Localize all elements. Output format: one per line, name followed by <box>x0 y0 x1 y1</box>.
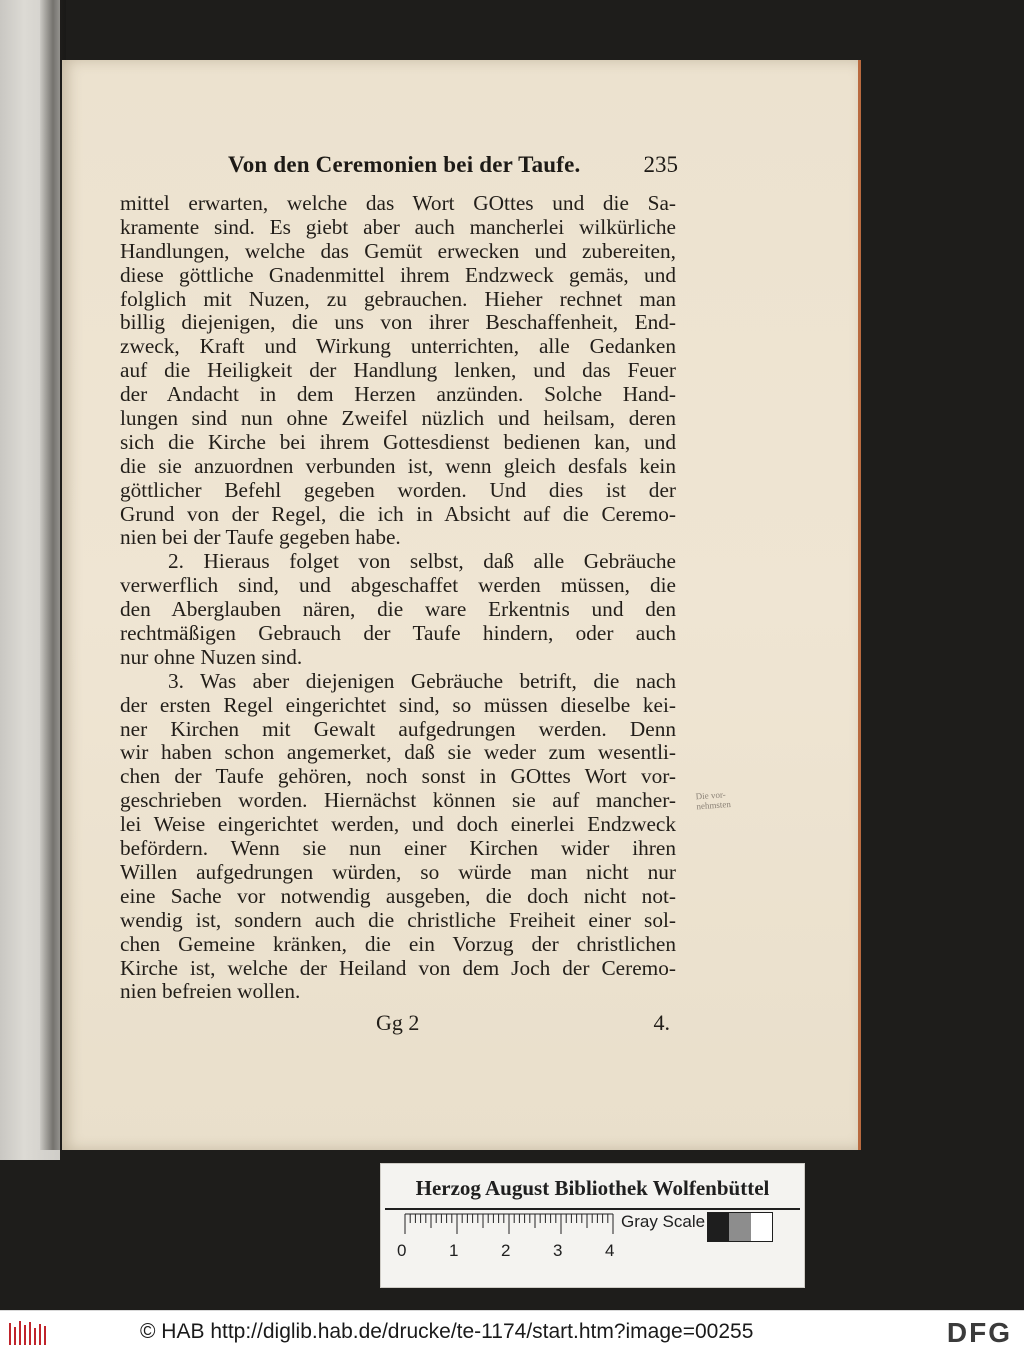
text-line: rechtmäßigen Gebrauch der Taufe hindern, oder auch <box>120 621 676 646</box>
text-line: lei Weise eingerichtet werden, und doch einerlei Endzweck <box>120 812 676 837</box>
text-line: die sie anzuordnen verbunden ist, wenn gleich desfals kein <box>120 453 676 478</box>
gray-swatch <box>751 1213 772 1241</box>
gray-swatch <box>729 1213 750 1241</box>
margin-note: Die vor- nehmsten <box>695 789 732 812</box>
text-line: ner Kirchen mit Gewalt aufgedrungen werden. Denn <box>120 716 676 741</box>
text-line: kramente sind. Es giebt aber auch mancherlei wilkürliche <box>120 214 676 239</box>
dfg-logo: DFG <box>946 1317 1012 1348</box>
text-line: wendig ist, sondern auch die christliche Freiheit einer sol- <box>120 907 676 932</box>
scale-label: 1 <box>449 1241 459 1260</box>
gray-swatch <box>708 1213 729 1241</box>
text-line: geschrieben worden. Hiernächst können sie auf mancher- <box>120 788 676 813</box>
scale-ruler <box>403 1212 623 1234</box>
text-line: Grund von der Regel, die ich in Absicht auf die Ceremo- <box>120 501 676 526</box>
card-divider <box>385 1208 800 1210</box>
text-line: nur ohne Nuzen sind. <box>120 644 303 669</box>
citation-link[interactable]: © HAB http://diglib.hab.de/drucke/te-1174/start.htm?image=00255 <box>140 1320 754 1343</box>
scale-label: 4 <box>605 1241 615 1260</box>
text-line: eine Sache vor notwendig ausgeben, die doch nicht not- <box>120 883 676 908</box>
text-line: chen der Taufe gehören, noch sonst in GOttes Wort vor- <box>120 764 676 789</box>
signature-mark: Gg 2 <box>376 1010 420 1035</box>
text-line: der ersten Regel eingerichtet sind, so müssen dieselbe kei- <box>120 692 676 717</box>
text-line: chen Gemeine kränken, die ein Vorzug der christlichen <box>120 931 676 956</box>
text-line: verwerflich sind, und abgeschaffet werden müssen, die <box>120 573 676 598</box>
running-head: Von den Ceremonien bei der Taufe. <box>228 152 581 177</box>
text-line: zweck, Kraft und Wirkung unterrichten, alle Gedanken <box>120 334 676 359</box>
text-line: Willen aufgedrungen würden, so würde man nicht nur <box>120 859 676 884</box>
text-line: den Aberglauben nären, die ware Erkentnis und den <box>120 597 676 622</box>
text-line: Kirche ist, welche der Heiland von dem Joch der Ceremo- <box>120 955 676 980</box>
text-line: 3. Was aber diejenigen Gebräuche betrift, die nach <box>168 668 676 693</box>
scale-label: 0 <box>397 1241 407 1260</box>
text-line: auf die Heiligkeit der Handlung lenken, und das Feuer <box>120 358 676 383</box>
text-line: billig diejenigen, die uns von ihrer Beschaffenheit, End- <box>120 310 676 335</box>
text-line: nien befreien wollen. <box>120 979 301 1004</box>
text-line: der Andacht in dem Herzen anzünden. Solche Hand- <box>120 382 676 407</box>
text-line: wir haben schon angemerket, daß sie weder zum wesentli- <box>120 740 676 765</box>
gray-scale-swatches <box>707 1212 773 1242</box>
text-line: mittel erwarten, welche das Wort GOttes und die Sa- <box>120 191 676 215</box>
scale-labels <box>397 1241 637 1261</box>
page-number: 235 <box>643 152 678 177</box>
catchword: 4. <box>653 1010 670 1035</box>
text-line: diese göttliche Gnadenmittel ihrem Endzweck gemäs, und <box>120 262 676 287</box>
text-line: nien bei der Taufe gegeben habe. <box>120 525 401 550</box>
color-card <box>380 1163 805 1288</box>
body-text <box>120 192 676 1004</box>
text-line: folglich mit Nuzen, zu gebrauchen. Hieher rechnet man <box>120 286 676 311</box>
scale-label: 3 <box>553 1241 563 1260</box>
text-line: göttlicher Befehl gegeben worden. Und dies ist der <box>120 477 676 502</box>
barcode-logo-icon <box>8 1319 48 1347</box>
gray-scale-label: Gray Scale <box>621 1212 706 1231</box>
page-footer <box>120 1010 676 1040</box>
viewer-footer-bar <box>0 1310 1024 1354</box>
text-line: lungen sind nun ohne Zweifel nüzlich und heilsam, deren <box>120 406 676 431</box>
scale-label: 2 <box>501 1241 511 1260</box>
text-line: befördern. Wenn sie nun einer Kirchen wider ihren <box>120 836 676 861</box>
text-line: sich die Kirche bei ihrem Gottesdienst bedienen kan, und <box>120 429 676 454</box>
page-header <box>228 152 678 182</box>
text-line: Handlungen, welche das Gemüt erwecken und zubereiten, <box>120 238 676 263</box>
text-line: 2. Hieraus folget von selbst, daß alle Gebräuche <box>168 549 676 574</box>
card-title: Herzog August Bibliothek Wolfenbüttel <box>415 1176 770 1200</box>
